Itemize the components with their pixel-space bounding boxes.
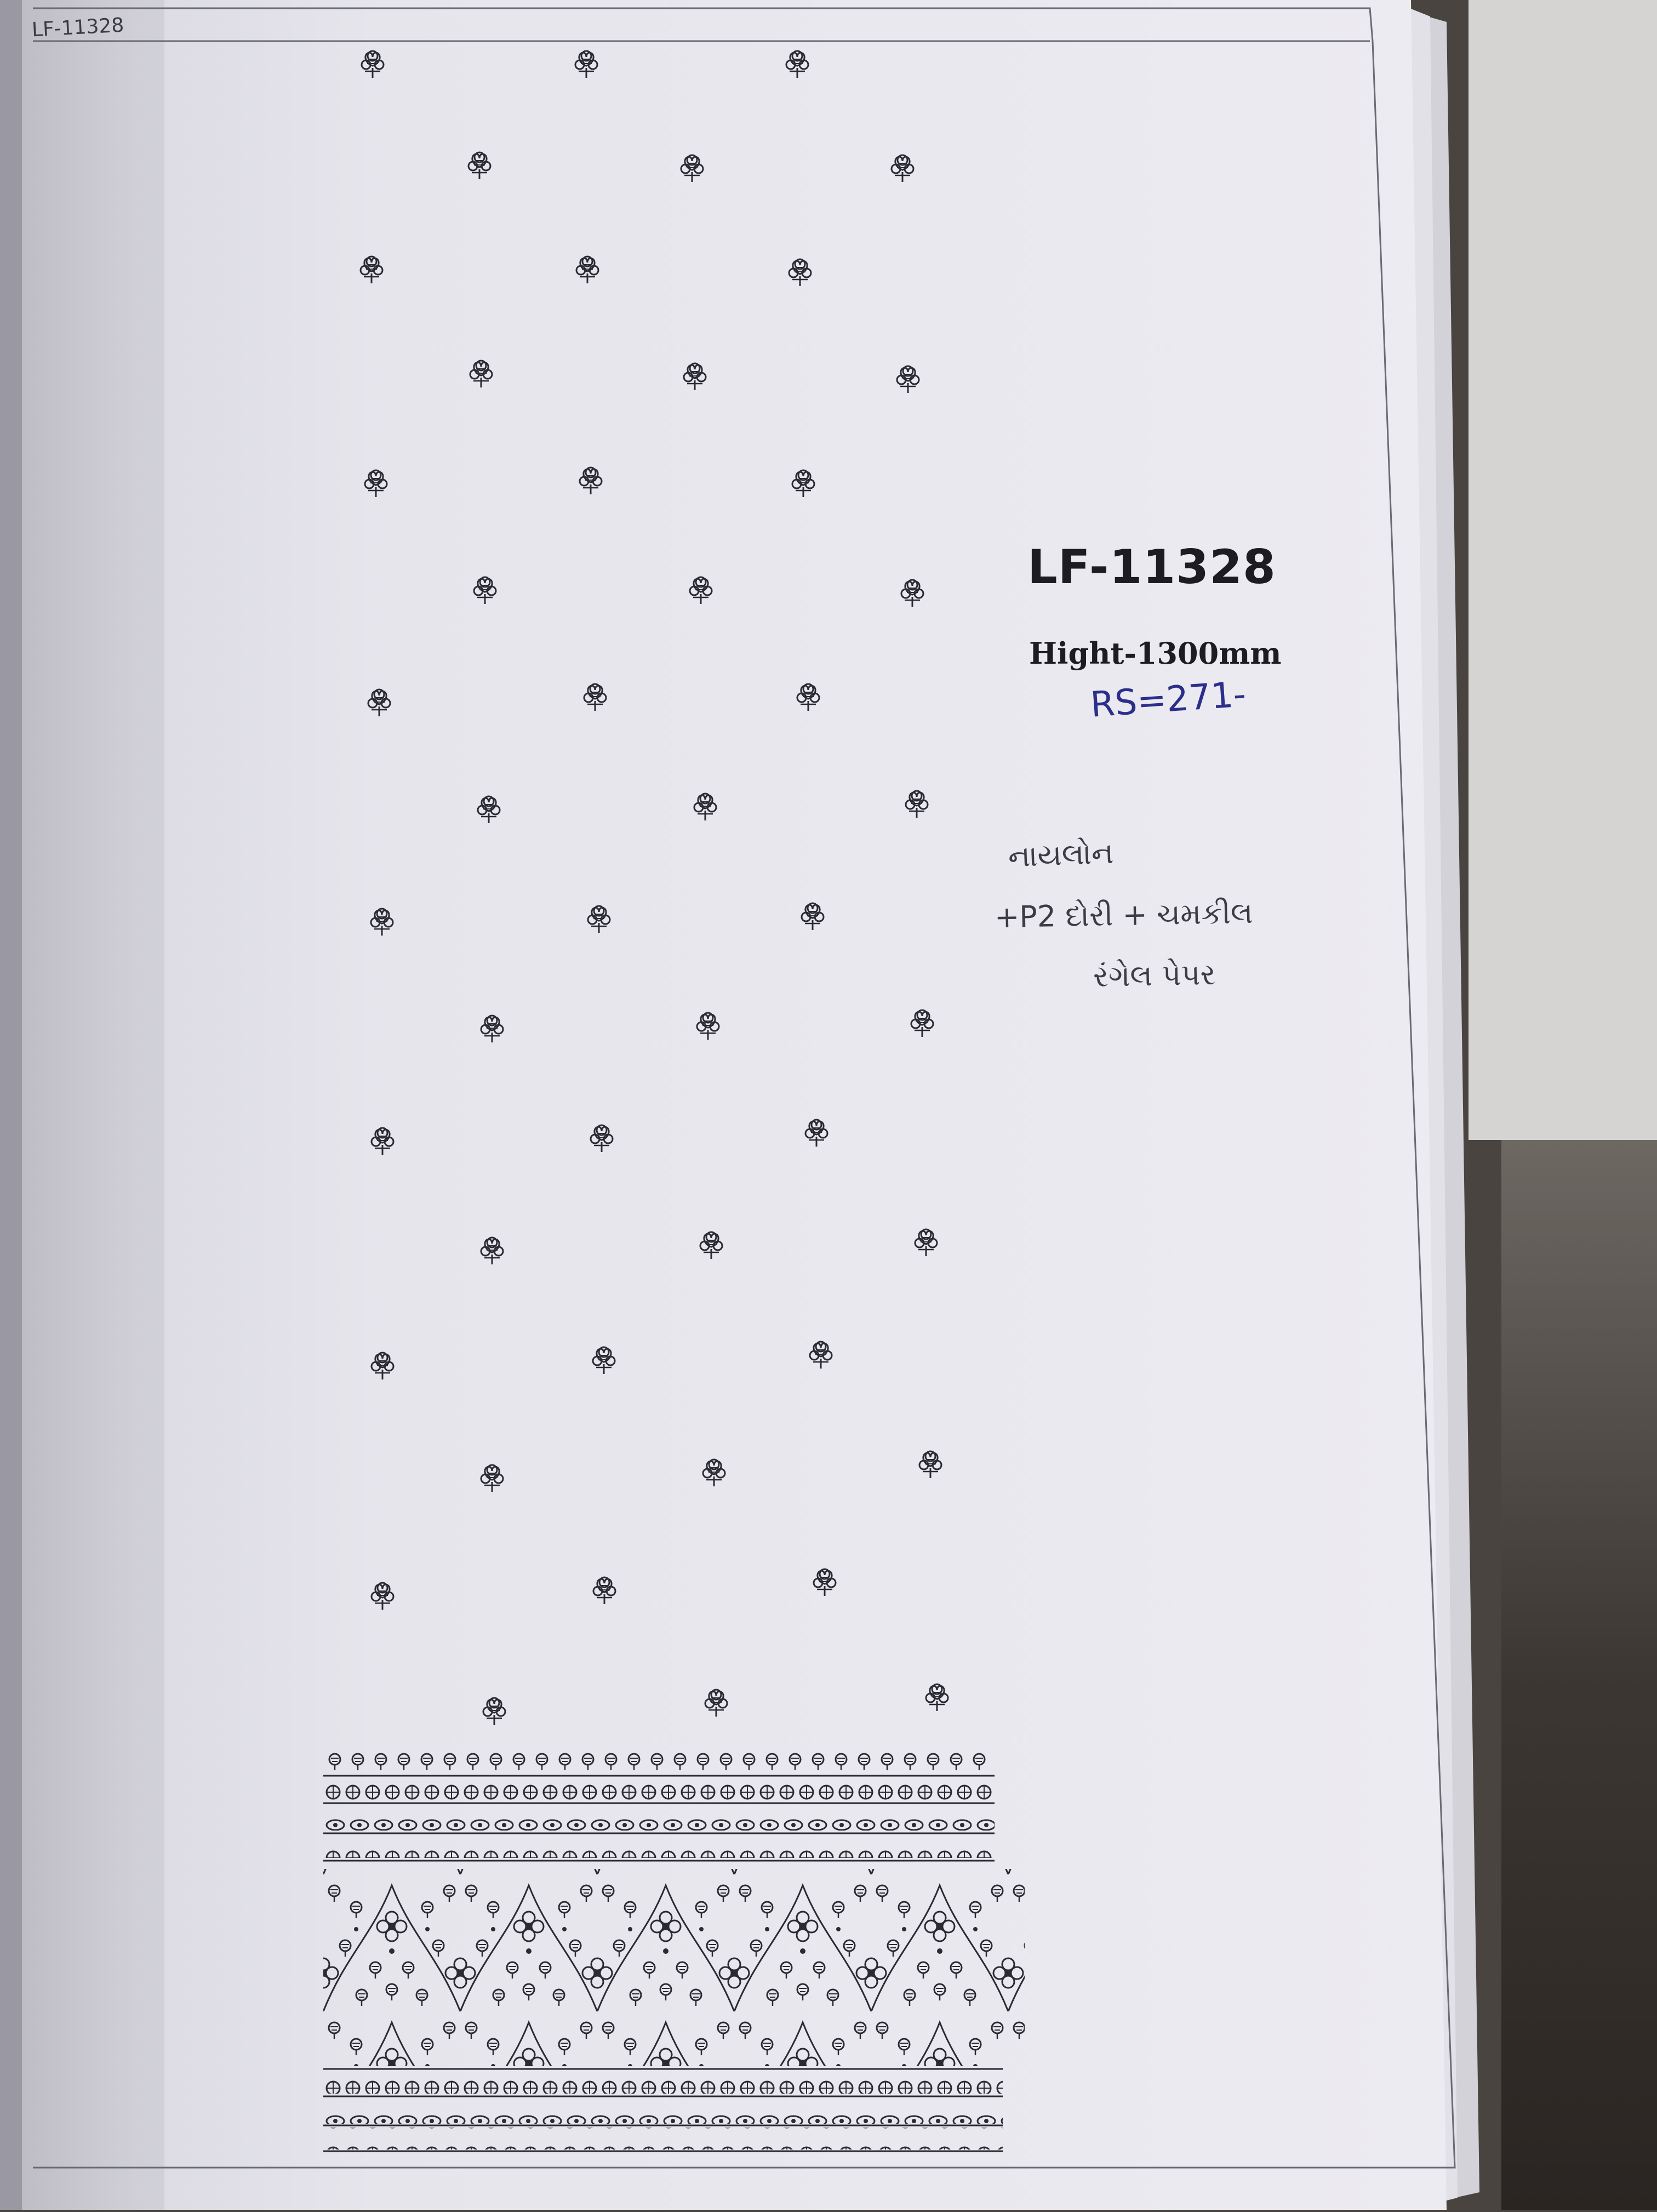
wall-background bbox=[1469, 0, 1657, 1140]
design-code-title: LF-11328 bbox=[1027, 540, 1276, 595]
height-label: Hight-1300mm bbox=[1029, 636, 1282, 671]
handwritten-note-line-1: નાયલોન bbox=[1007, 835, 1115, 874]
handwritten-price: RS=271- bbox=[1089, 674, 1248, 726]
paper-shadow bbox=[22, 0, 164, 2210]
corner-design-code: LF-11328 bbox=[31, 14, 125, 42]
dark-background bbox=[1501, 1140, 1657, 2210]
handwritten-note-line-3: રંગેલ પેપર bbox=[1093, 957, 1216, 994]
handwritten-note-line-2: +P2 દોરી + ચમકીલ bbox=[994, 895, 1254, 935]
